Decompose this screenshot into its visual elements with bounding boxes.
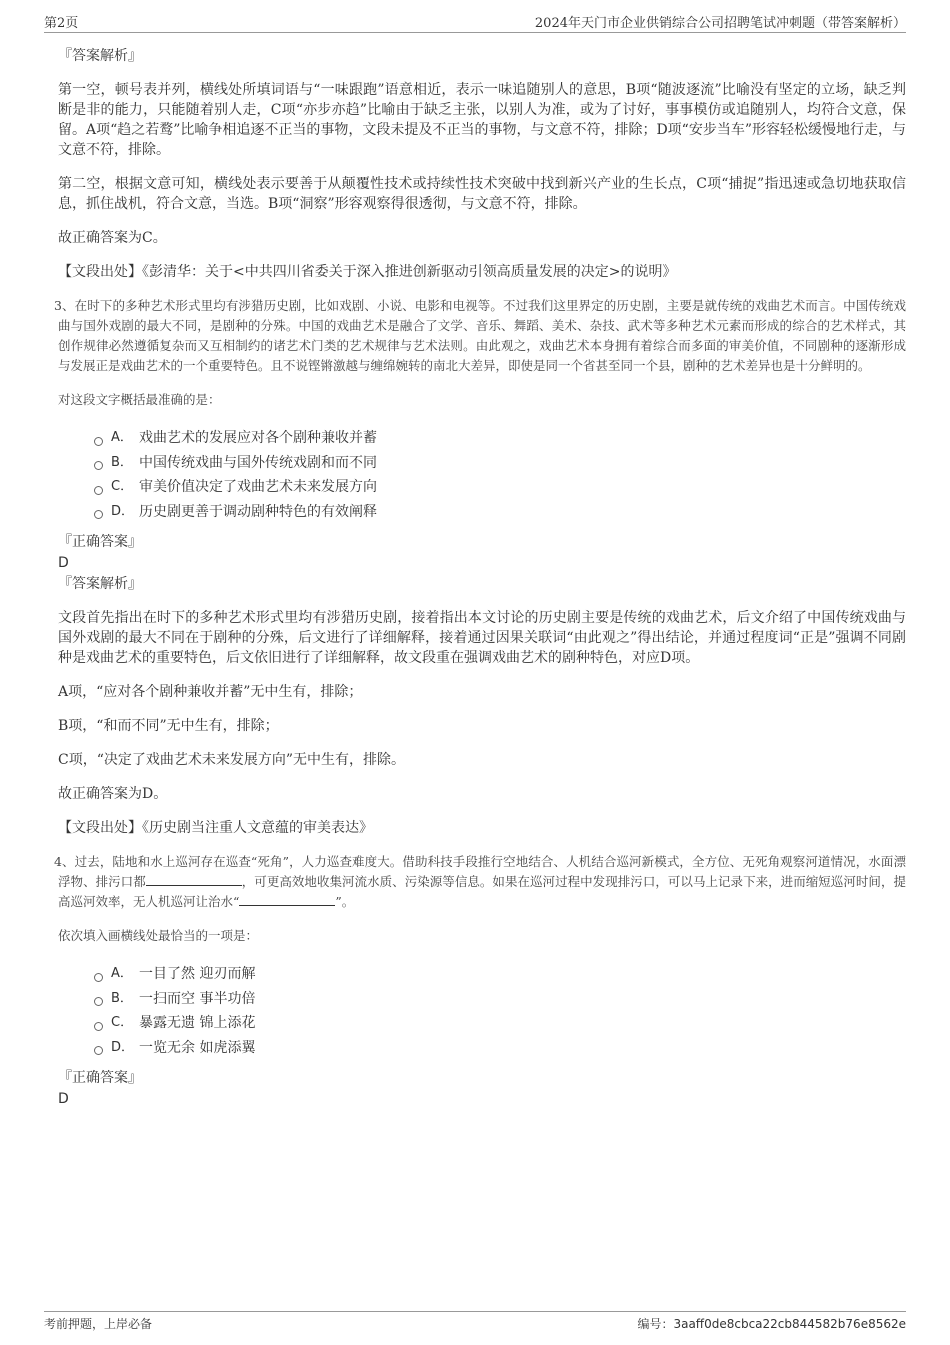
option-text: 历史剧更善于调动剧种特色的有效阐释 [139,503,377,520]
radio-icon[interactable] [94,997,103,1006]
q3-correct-heading: 『正确答案』 [58,534,142,550]
radio-icon[interactable] [94,510,103,519]
radio-icon[interactable] [94,1022,103,1031]
option-text: 中国传统戏曲与国外传统戏剧和而不同 [139,454,377,471]
option-text: 暴露无遗 锦上添花 [139,1015,256,1031]
q4-option-d[interactable] [94,1036,906,1061]
option-letter: D． [111,503,135,519]
q3-option-a[interactable] [94,426,906,451]
page-footer [44,1311,906,1332]
option-text: 审美价值决定了戏曲艺术未来发展方向 [139,479,377,495]
q4-option-b[interactable] [94,987,906,1012]
page-content [54,46,906,1110]
q4-text [54,852,906,912]
fill-blank-2 [239,893,335,906]
q2-analysis-para-2: 第二空，根据文意可知，横线处表示要善于从颠覆性技术或持续性技术突破中找到新兴产业的生长点，C项“捕捉”指迅速或急切地获取信息，抓住战机，符合文意，当选。B项“洞察”形容观察得很透彻，与文意不符，排除。 [58,176,906,212]
radio-icon[interactable] [94,437,103,446]
option-letter: D． [111,1039,135,1055]
option-letter: A． [111,966,133,981]
option-letter: A． [111,430,133,445]
q3-note-c: C项，“决定了戏曲艺术未来发展方向”无中生有，排除。 [58,752,406,768]
q3-source: 【文段出处】《历史剧当注重人文意蕴的审美表达》 [58,820,373,836]
q3-option-b[interactable] [94,451,906,476]
radio-icon[interactable] [94,461,103,470]
q2-analysis-heading: 『答案解析』 [58,48,142,64]
option-text: 一览无余 如虎添翼 [139,1039,256,1056]
option-letter: C． [111,1015,134,1030]
radio-icon[interactable] [94,1046,103,1055]
q3-analysis: 文段首先指出在时下的多种艺术形式里均有涉猎历史剧，接着指出本文讨论的历史剧主要是传统的戏曲艺术，后文介绍了中国传统戏曲与国外戏剧的最大不同在于剧种的分殊，后文进行了详细解释，接着通过因果关联词“由此观之”得出结论，并通过程度词“正是”强调不同剧种是戏曲艺术的重要特色，后文依旧进行了详细解释，故文段重在强调戏曲艺术的剧种特色，对应D项。 [58,610,906,666]
q4-text-part-3: ”。 [335,894,355,909]
document-title: 2024年天门市企业供销综合公司招聘笔试冲刺题（带答案解析） [534,16,906,31]
q4-correct-heading: 『正确答案』 [58,1070,142,1086]
q3-options [94,426,906,524]
q3-conclusion: 故正确答案为D。 [58,786,168,802]
option-letter: C． [111,479,134,494]
option-text: 一目了然 迎刃而解 [139,966,256,982]
q3-option-c[interactable] [94,475,906,500]
fill-blank-1 [146,873,242,886]
option-text: 一扫而空 事半功倍 [139,990,256,1007]
option-letter: B． [111,990,133,1006]
option-letter: B． [111,454,133,470]
q4-text-part-2: ，可更高效地收集河流水质、污染源等信息。如果在巡河过程中发现排污口，可以马上记录下来，进而缩短巡河时间，提高巡河效率，无人机巡河让治水“ [58,874,906,909]
q2-analysis-para-1: 第一空，顿号表并列，横线处所填词语与“一味跟跑”语意相近，表示一味追随别人的意思，B项“随波逐流”比喻没有坚定的立场，缺乏判断是非的能力，只能随着别人走，C项“亦步亦趋”比喻由于缺乏主张，以别人为准，或为了讨好，事事模仿或追随别人，均符合文意，保留。A项“趋之若鹜”比喻争相追逐不正当的事物，文段未提及不正当的事物，与文意不符，排除；D项“安步当车”形容轻松缓慢地行走，与文意不符，排除。 [58,82,906,158]
page-number: 第2页 [44,16,79,31]
q4-text-part-1: 4、过去，陆地和水上巡河存在巡查“死角”，人力巡查难度大。借助科技手段推行空地结合、人机结合巡河新模式，全方位、无死角观察河道情况，水面漂浮物、排污口都 [54,854,906,889]
document-id: 编号：3aaff0de8cbca22cb844582b76e8562e [637,1317,906,1331]
q3-answer: D [58,555,69,571]
q2-conclusion: 故正确答案为C。 [58,230,167,246]
q3-analysis-heading: 『答案解析』 [58,576,142,592]
q3-note-b: B项，“和而不同”无中生有，排除； [58,718,279,734]
radio-icon[interactable] [94,486,103,495]
q3-prompt: 对这段文字概括最准确的是： [58,392,221,407]
q4-answer: D [58,1091,69,1107]
q2-source: 【文段出处】《彭清华：关于<中共四川省委关于深入推进创新驱动引领高质量发展的决定>的说明》 [58,264,677,280]
q4-options [94,962,906,1060]
q3-text: 3、在时下的多种艺术形式里均有涉猎历史剧，比如戏剧、小说、电影和电视等。不过我们这里界定的历史剧，主要是就传统的戏曲艺术而言。中国传统戏曲与国外戏剧的最大不同，是剧种的分殊。中国的戏曲艺术是融合了文学、音乐、舞蹈、美术、杂技、武术等多种艺术元素而形成的综合的艺术样式，其创作规律必然遵循复杂而又互相制约的诸艺术门类的艺术规律与艺术法则。由此观之，戏曲艺术本身拥有着综合而多面的审美价值，不同剧种的逐渐形成与发展正是戏曲艺术的一个重要特色。且不说铿锵激越与缠绵婉转的南北大差异，即使是同一个省甚至同一个县，剧种的艺术差异也是十分鲜明的。 [54,298,906,373]
q4-option-a[interactable] [94,962,906,987]
page-header [44,12,906,33]
footer-slogan: 考前押题，上岸必备 [44,1317,153,1331]
q4-option-c[interactable] [94,1011,906,1036]
option-text: 戏曲艺术的发展应对各个剧种兼收并蓄 [139,430,377,446]
q3-note-a: A项，“应对各个剧种兼收并蓄”无中生有，排除； [58,684,363,700]
radio-icon[interactable] [94,973,103,982]
q3-option-d[interactable] [94,500,906,525]
q4-prompt: 依次填入画横线处最恰当的一项是： [58,928,259,943]
